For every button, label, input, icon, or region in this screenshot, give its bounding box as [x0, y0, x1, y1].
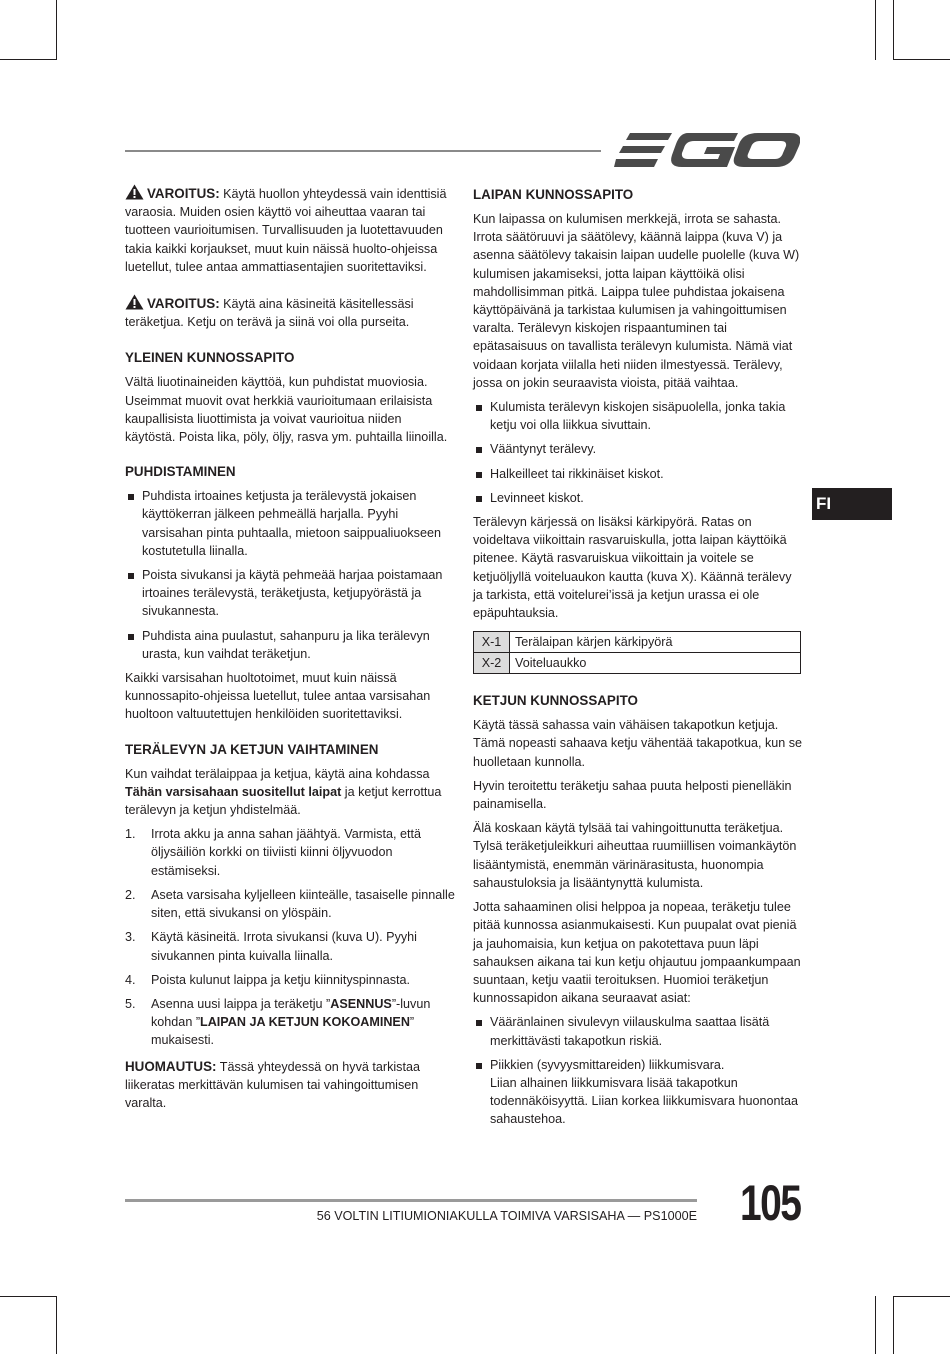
step-text: ” mukaisesti.	[151, 1015, 415, 1048]
header-rule	[125, 150, 601, 152]
footer-title: 56 VOLTIN LITIUMIONIAKULLA TOIMIVA VARSISAHA — PS1000E	[316, 1209, 697, 1223]
parts-table	[473, 631, 801, 674]
table-row	[474, 653, 801, 674]
list-item: Puhdista irtoaines ketjusta ja terälevystä jokaisen käyttökerran jälkeen pehmeällä harjalla. Pyyhi varsisahan pinta puhtaalla, mietoon saippualiuokseen kostutetulla liinalla.	[125, 487, 455, 560]
section-heading-bar-maintenance: LAIPAN KUNNOSSAPITO	[473, 187, 634, 202]
step-number: 2.	[125, 887, 136, 902]
chain-text: Hyvin teroitettu teräketju sahaa puuta helposti pienelläkin painamisella.	[473, 778, 792, 812]
language-tab: FI	[812, 488, 892, 520]
table-row	[474, 632, 801, 653]
list-item-text: Piikkien (syvyysmittareiden) liikkumisvara.	[490, 1057, 725, 1072]
list-item: Vääränlainen sivulevyn viilauskulma saattaa lisätä merkittävästi takapotkun riskiä.	[473, 1013, 803, 1049]
step-text: Poista kulunut laippa ja ketju kiinnityspinnasta.	[151, 972, 411, 987]
general-maintenance-text: Vältä liuotinaineiden käyttöä, kun puhdistat muoviosia. Useimmat muovit ovat herkkiä vaurioitumaan erilaisista kaupallisista liuottimista ja voivat vaurioitua niiden käytöstä. Poista lika, pöly, öljy, rasva ym. puhtailla liinoilla.	[125, 375, 448, 445]
chain-list	[473, 1013, 803, 1128]
warning-paragraph	[125, 184, 455, 276]
part-code: X-1	[474, 632, 510, 653]
chain-text: Käytä tässä sahassa vain vähäisen takapotkun ketjuja. Tämä nopeasti sahaava ketju vähentää takapotkua, kun se huolletaan kunnolla.	[473, 718, 803, 769]
crop-mark	[875, 1296, 876, 1354]
list-item	[473, 1056, 803, 1129]
crop-mark	[893, 59, 950, 60]
replace-intro	[125, 765, 455, 820]
ego-logo	[614, 127, 800, 173]
step-text: Aseta varsisaha kyljelleen kiinteälle, tasaiselle pinnalle siten, että sivukansi on ylöspäin.	[151, 887, 455, 921]
step-text: Irrota akku ja anna sahan jäähtyä. Varmista, että öljysäiliön korkki on tiiviisti kiinni öljyvuodon estämiseksi.	[151, 827, 421, 878]
step-text: Asenna uusi laippa ja teräketju ”	[151, 996, 331, 1011]
list-item-text: Liian alhainen liikkumisvara lisää takapotkun todennäköisyyttä. Liian korkea liikkumisvara huonontaa sahaustehoa.	[490, 1075, 799, 1127]
crop-mark	[893, 1296, 894, 1354]
step-number: 5.	[125, 996, 136, 1011]
cleaning-list	[125, 487, 455, 663]
note-paragraph	[125, 1058, 455, 1113]
crop-mark	[893, 0, 894, 60]
warning-icon	[125, 294, 144, 310]
list-item: Puhdista aina puulastut, sahanpuru ja lika terälevyn urasta, kun vaihdat teräketjun.	[125, 627, 455, 663]
warning-text: Käytä aina käsineitä käsitellessäsi teräketjua. Ketju on terävä ja siinä voi olla purseita.	[125, 297, 414, 330]
note-label: HUOMAUTUS:	[125, 1058, 217, 1074]
crop-mark	[0, 59, 57, 60]
step-item	[125, 825, 455, 880]
note-text: Tässä yhteydessä on hyvä tarkistaa liikeratas merkittävän kulumisen tai vahingoittumisen varalta.	[125, 1059, 420, 1110]
crop-mark	[875, 0, 876, 60]
section-heading-chain-maintenance: KETJUN KUNNOSSAPITO	[473, 693, 638, 709]
step-number: 3.	[125, 930, 136, 945]
step-number: 4.	[125, 972, 136, 987]
step-bold-text: ASENNUS	[330, 996, 392, 1011]
warning-label: VAROITUS:	[147, 186, 220, 201]
step-item	[125, 995, 455, 1050]
list-item: Levinneet kiskot.	[473, 489, 803, 507]
section-heading-general-maintenance: YLEINEN KUNNOSSAPITO	[125, 350, 295, 366]
warning-label: VAROITUS:	[147, 296, 220, 312]
part-label: Terälaipan kärjen kärkipyörä	[510, 632, 801, 653]
chain-text: Jotta sahaaminen olisi helppoa ja nopeaa, teräketju tulee pitää kunnossa asianmukaisesti. Kun puupalat ovat pieniä ja jauhomaisia, kun ketjua on pakotettava puun läpi sahauksen aikana tai kun ketju ohjautuu jompaankumpaan suuntaan, ketju vaatii teroituksen. Huomioi teräketjun kunnossapidon aikana seuraavat asiat:	[473, 900, 801, 1006]
section-heading-replace: TERÄLEVYN JA KETJUN VAIHTAMINEN	[125, 741, 379, 757]
left-column	[125, 184, 455, 1118]
warning-icon	[125, 184, 144, 200]
crop-mark	[56, 0, 57, 60]
step-text: ”-luvun kohdan ”	[151, 996, 431, 1030]
step-item	[125, 886, 455, 922]
warning-text: Käytä huollon yhteydessä vain identtisiä varaosia. Muiden osien käyttö voi aiheuttaa vaaran tai tuotteen vaurioitumisen. Turvallisuuden ja luotettavuuden takia kaikki korjaukset, muut kuin näissä huolto-ohjeissa luetellut, tulee antaa ammattiasentajien suoritettaviksi.	[125, 187, 447, 274]
list-item: Vääntynyt terälevy.	[473, 440, 803, 458]
section-heading-cleaning: PUHDISTAMINEN	[125, 464, 236, 480]
intro-bold-text: Tähän varsisahaan suositellut laipat	[125, 784, 342, 799]
warning-paragraph	[125, 294, 455, 331]
bar-maintenance-text: Kun laipassa on kulumisen merkkejä, irrota se sahasta. Irrota säätöruuvi ja säätölevy, käännä laippa (kuva V) ja asenna säätölevy takaisin laipan uudelle puolelle (kuva W) kulumisen jakamiseksi, jotta laipan käyttöikä olisi mahdollisimman pitkä. Laippa tulee puhdistaa jokaisena käyttöpäivänä ja tarkistaa kulumisen ja vahingoittumisen varalta. Terälevyn kiskojen rispaantuminen tai epätasaisuus on tavallista terälevyn kulumista. Nämä viat voidaan korjata viilalla heti niiden ilmestyessä. Terälevy, jossa on jokin seuraavista vioista, pitää vaihtaa.	[473, 212, 800, 390]
intro-text: Kun vaihdat terälaippaa ja ketjua, käytä aina kohdassa	[125, 766, 430, 781]
list-item: Kulumista terälevyn kiskojen sisäpuolella, jonka takia ketju voi olla liikkua sivuttain.	[473, 398, 803, 434]
bar-maintenance-text-2: Terälevyn kärjessä on lisäksi kärkipyörä. Ratas on voideltava viikoittain rasvaruiskulla, jotta laipan käyttöikä pitenee. Käytä rasvaruiskua viikoittain ja voitele se ketjuöljyllä voiteluaukon kautta (kuva X). Käännä terälevy ja tarkista, että voitelurei’issä ja ketjun urassa ei ole epäpuhtauksia.	[473, 515, 792, 621]
step-text: Käytä käsineitä. Irrota sivukansi (kuva U). Pyyhi sivukannen pinta kuivalla liinalla.	[151, 930, 417, 963]
part-label: Voiteluaukko	[510, 653, 801, 674]
footer-rule	[125, 1199, 697, 1202]
list-item: Halkeilleet tai rikkinäiset kiskot.	[473, 465, 803, 483]
crop-mark	[56, 1296, 57, 1354]
replace-steps	[125, 825, 455, 1049]
chain-text: Älä koskaan käytä tylsää tai vahingoittunutta teräketjua. Tylsä teräketjuleikkuri aiheuttaa ruumiillisen voimankäytön lisääntymistä, enemmän värinärasitusta, huonompia sahaustuloksia ja lisääntynyttä kulumista.	[473, 821, 797, 890]
step-number: 1.	[125, 827, 136, 842]
bar-defects-list	[473, 398, 803, 507]
crop-mark	[893, 1296, 950, 1297]
step-item	[125, 971, 455, 989]
list-item: Poista sivukansi ja käytä pehmeää harjaa poistamaan irtoaines terälevystä, teräketjusta, ketjupyörästä ja sivukannesta.	[125, 566, 455, 621]
step-item	[125, 928, 455, 964]
cleaning-text: Kaikki varsisahan huoltotoimet, muut kuin näissä kunnossapito-ohjeissa luetellut, tulee antaa varsisahan huoltoon valtuutettujen henkilöiden suoritettaviksi.	[125, 671, 431, 722]
crop-mark	[0, 1296, 57, 1297]
page-number: 105	[740, 1175, 801, 1231]
right-column	[473, 184, 803, 1135]
part-code: X-2	[474, 653, 510, 674]
intro-text: ja ketjut kerrottua terälevyn ja ketjun yhdistelmää.	[125, 784, 442, 818]
step-bold-text: LAIPAN JA KETJUN KOKOAMINEN	[200, 1015, 410, 1030]
